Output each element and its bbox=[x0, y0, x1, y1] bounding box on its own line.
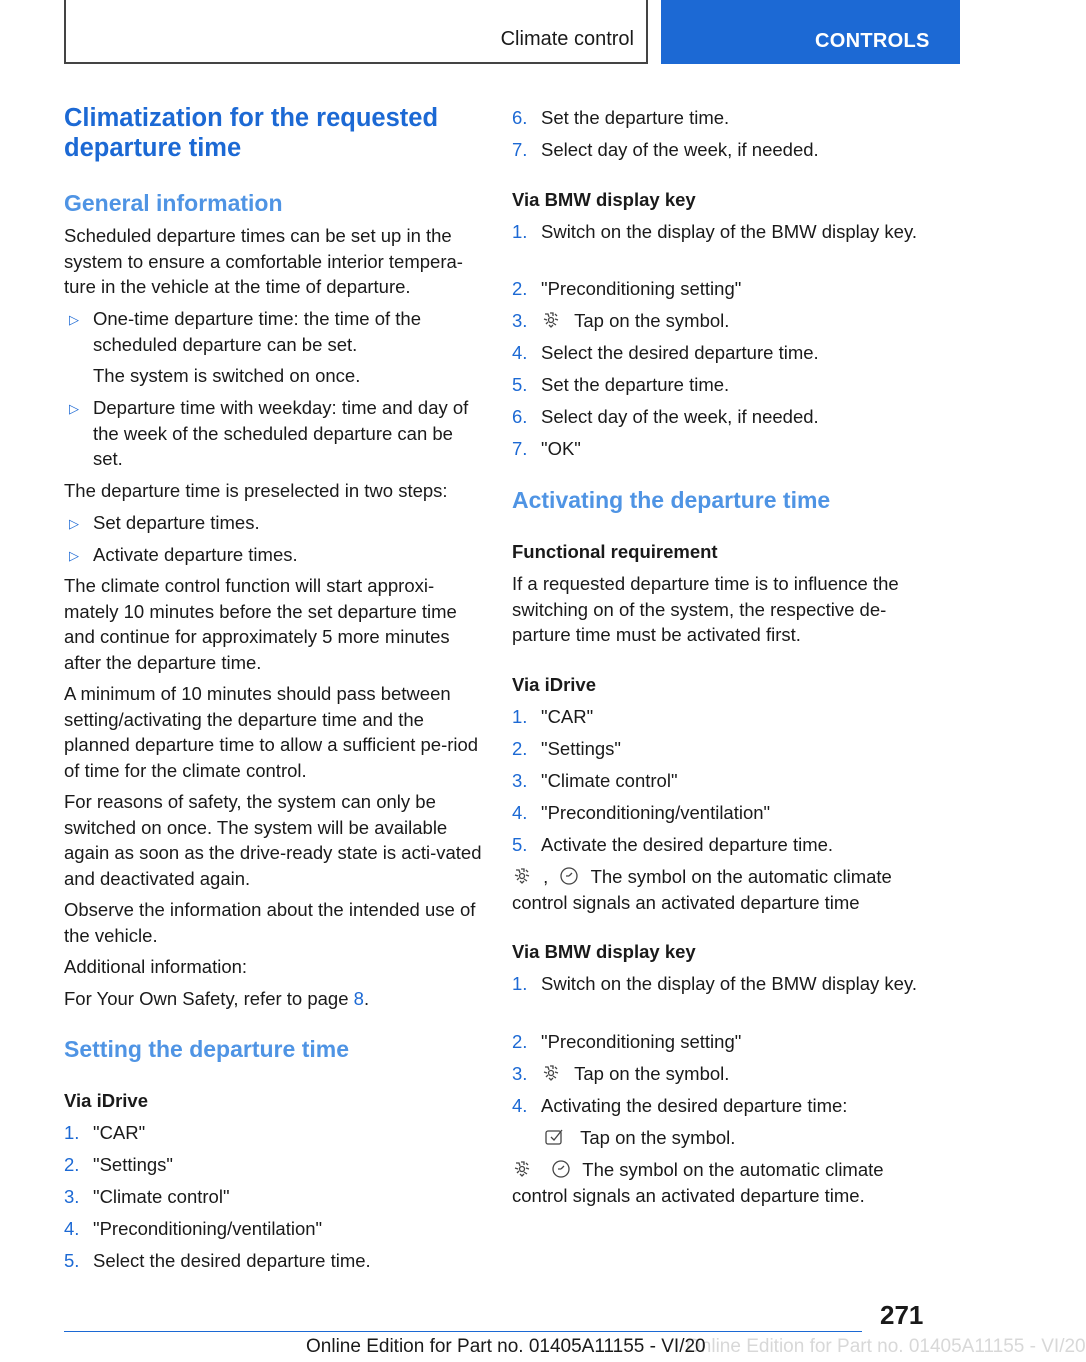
step-number: 5. bbox=[64, 1250, 80, 1271]
step-item bbox=[512, 372, 729, 398]
step-number: 3. bbox=[512, 1063, 528, 1084]
tap-symbol-line bbox=[541, 1125, 735, 1151]
bullet-text: Set departure times. bbox=[93, 512, 260, 533]
preconditioning-icon bbox=[541, 1063, 561, 1083]
step-item bbox=[512, 436, 581, 462]
step-item bbox=[512, 1093, 847, 1119]
step-text: Select day of the week, if needed. bbox=[541, 406, 819, 427]
chapter-title: CONTROLS bbox=[815, 30, 930, 52]
step-item bbox=[512, 832, 833, 858]
triangle-bullet-icon: ▷ bbox=[69, 516, 79, 531]
bullet-text: Activate departure times. bbox=[93, 544, 298, 565]
triangle-bullet-icon: ▷ bbox=[69, 548, 79, 563]
step-item bbox=[512, 971, 922, 997]
triangle-bullet-icon: ▷ bbox=[69, 312, 79, 327]
step-number: 4. bbox=[512, 802, 528, 823]
step-item bbox=[512, 340, 819, 366]
page-link[interactable]: 8 bbox=[353, 988, 364, 1009]
triangle-bullet-icon: ▷ bbox=[69, 401, 79, 416]
step-text: "OK" bbox=[541, 438, 581, 459]
bullet-text: One-time departure time: the time of the scheduled departure can be set. bbox=[93, 308, 422, 355]
step-text: Set the departure time. bbox=[541, 374, 730, 395]
step-text: "Climate control" bbox=[93, 1186, 230, 1207]
step-item bbox=[512, 276, 741, 302]
step-number: 3. bbox=[512, 770, 528, 791]
step-number: 1. bbox=[512, 221, 528, 242]
via-display-key-heading: Via BMW display key bbox=[512, 189, 696, 210]
step-text: "CAR" bbox=[93, 1122, 146, 1143]
tap-symbol-text: Tap on the symbol. bbox=[580, 1127, 736, 1148]
step-item bbox=[512, 137, 819, 163]
symbol-comma: , bbox=[543, 866, 549, 887]
step-number: 6. bbox=[512, 107, 528, 128]
step-item bbox=[512, 219, 922, 245]
fan-snowflake-icon bbox=[512, 866, 532, 886]
step-text: Select the desired departure time. bbox=[541, 342, 819, 363]
step-item bbox=[512, 1061, 729, 1087]
step-text: Switch on the display of the BMW display key. bbox=[541, 973, 917, 994]
via-idrive-heading-2: Via iDrive bbox=[512, 674, 596, 695]
paragraph-minimum: A minimum of 10 minutes should pass between setting/activating the departure time and the planned departure time to allow a sufficient pe-riod of time for the climate control. bbox=[64, 683, 479, 781]
step-number: 4. bbox=[512, 1095, 528, 1116]
bullet-note bbox=[64, 363, 484, 389]
step-number: 1. bbox=[512, 706, 528, 727]
chapter-tab bbox=[661, 0, 960, 64]
activating-heading: Activating the departure time bbox=[512, 487, 831, 513]
checkbox-icon bbox=[543, 1127, 565, 1147]
functional-requirement-heading: Functional requirement bbox=[512, 541, 718, 562]
page-number: 271 bbox=[880, 1300, 924, 1330]
step-number: 4. bbox=[64, 1218, 80, 1239]
footer-edition: Online Edition for Part no. 01405A11155 - VI/20 bbox=[306, 1336, 706, 1357]
step-number: 5. bbox=[512, 374, 528, 395]
step-text: Tap on the symbol. bbox=[574, 1063, 730, 1084]
step-text: Select day of the week, if needed. bbox=[541, 139, 819, 160]
step-text: "Preconditioning setting" bbox=[541, 1031, 742, 1052]
step-number: 3. bbox=[512, 310, 528, 331]
step-item bbox=[512, 768, 678, 794]
section-title: Climate control bbox=[500, 28, 634, 50]
step-item bbox=[64, 1248, 371, 1274]
step-text: Switch on the display of the BMW display key. bbox=[541, 221, 917, 242]
safety-reference-end: . bbox=[363, 988, 370, 1009]
footer-watermark: Online Edition for Part no. 01405A11155 - VI/20 bbox=[686, 1336, 1086, 1357]
step-item bbox=[512, 736, 621, 762]
setting-heading: Setting the departure time bbox=[64, 1036, 349, 1062]
paragraph-intended-use: Observe the information about the intended use of the vehicle. bbox=[64, 899, 476, 946]
step-text: "CAR" bbox=[541, 706, 594, 727]
step-number: 2. bbox=[512, 1031, 528, 1052]
via-display-key-heading-2: Via BMW display key bbox=[512, 941, 696, 962]
safety-reference bbox=[64, 986, 369, 1012]
bullet-item bbox=[64, 306, 484, 357]
step-item bbox=[64, 1120, 145, 1146]
step-text: "Preconditioning setting" bbox=[541, 278, 742, 299]
via-idrive-heading: Via iDrive bbox=[64, 1090, 148, 1111]
preselect-text: The departure time is preselected in two steps: bbox=[64, 480, 448, 501]
step-number: 7. bbox=[512, 438, 528, 459]
step-text: Tap on the symbol. bbox=[574, 310, 730, 331]
clock-icon bbox=[559, 866, 579, 886]
step-text: "Preconditioning/ventilation" bbox=[541, 802, 771, 823]
step-item bbox=[512, 105, 729, 131]
paragraph-approx: The climate control function will start approxi-mately 10 minutes before the set departure time and continue for approximately 5 more minutes after the departure time. bbox=[64, 575, 457, 673]
page-title: Climatization for the requested departure time bbox=[64, 104, 439, 162]
step-item bbox=[512, 1029, 741, 1055]
symbol-note-2 bbox=[512, 1157, 912, 1208]
symbol-note-1 bbox=[512, 864, 912, 915]
step-text: Select the desired departure time. bbox=[93, 1250, 371, 1271]
fan-snowflake-icon bbox=[512, 1159, 532, 1179]
symbol-note-text: The symbol on the automatic climate control signals an activated departure time. bbox=[512, 1159, 884, 1206]
step-number: 4. bbox=[512, 342, 528, 363]
step-item bbox=[64, 1216, 322, 1242]
step-text: "Settings" bbox=[93, 1154, 173, 1175]
step-text: Activating the desired departure time: bbox=[541, 1095, 848, 1116]
safety-reference-text: For Your Own Safety, refer to page bbox=[64, 988, 354, 1009]
step-number: 7. bbox=[512, 139, 528, 160]
step-number: 2. bbox=[512, 278, 528, 299]
step-number: 3. bbox=[64, 1186, 80, 1207]
step-number: 5. bbox=[512, 834, 528, 855]
step-text: Set the departure time. bbox=[541, 107, 730, 128]
clock-icon bbox=[551, 1159, 571, 1179]
step-item bbox=[512, 308, 729, 334]
step-text: "Settings" bbox=[541, 738, 621, 759]
step-item bbox=[64, 1184, 230, 1210]
step-item bbox=[512, 800, 770, 826]
step-number: 2. bbox=[512, 738, 528, 759]
bullet-item bbox=[64, 510, 260, 536]
step-text: "Preconditioning/ventilation" bbox=[93, 1218, 323, 1239]
step-item bbox=[512, 704, 593, 730]
step-item bbox=[512, 404, 819, 430]
step-number: 2. bbox=[64, 1154, 80, 1175]
general-heading: General information bbox=[64, 190, 283, 216]
intro-paragraph: Scheduled departure times can be set up in the system to ensure a comfortable interior tempera-ture in the vehicle at the time of departure. bbox=[64, 225, 463, 297]
step-text: "Climate control" bbox=[541, 770, 678, 791]
header-section-box bbox=[64, 0, 648, 64]
additional-info-label: Additional information: bbox=[64, 956, 248, 977]
bullet-text: Departure time with weekday: time and day of the week of the scheduled departure can be set. bbox=[93, 397, 469, 469]
preconditioning-icon bbox=[541, 310, 561, 330]
step-number: 6. bbox=[512, 406, 528, 427]
step-item bbox=[64, 1152, 173, 1178]
step-number: 1. bbox=[512, 973, 528, 994]
functional-requirement-text: If a requested departure time is to influence the switching on of the system, the respective de-parture time must be activated first. bbox=[512, 573, 899, 645]
paragraph-safety: For reasons of safety, the system can only be switched on once. The system will be available again as soon as the drive-ready state is acti-vated and deactivated again. bbox=[64, 791, 482, 889]
footer-divider bbox=[64, 1331, 862, 1332]
step-text: Activate the desired departure time. bbox=[541, 834, 834, 855]
bullet-item bbox=[64, 542, 298, 568]
symbol-note-text: The symbol on the automatic climate control signals an activated departure time bbox=[512, 866, 892, 913]
step-number: 1. bbox=[64, 1122, 80, 1143]
bullet-item bbox=[64, 395, 484, 472]
bullet-note-text: The system is switched on once. bbox=[93, 365, 361, 386]
